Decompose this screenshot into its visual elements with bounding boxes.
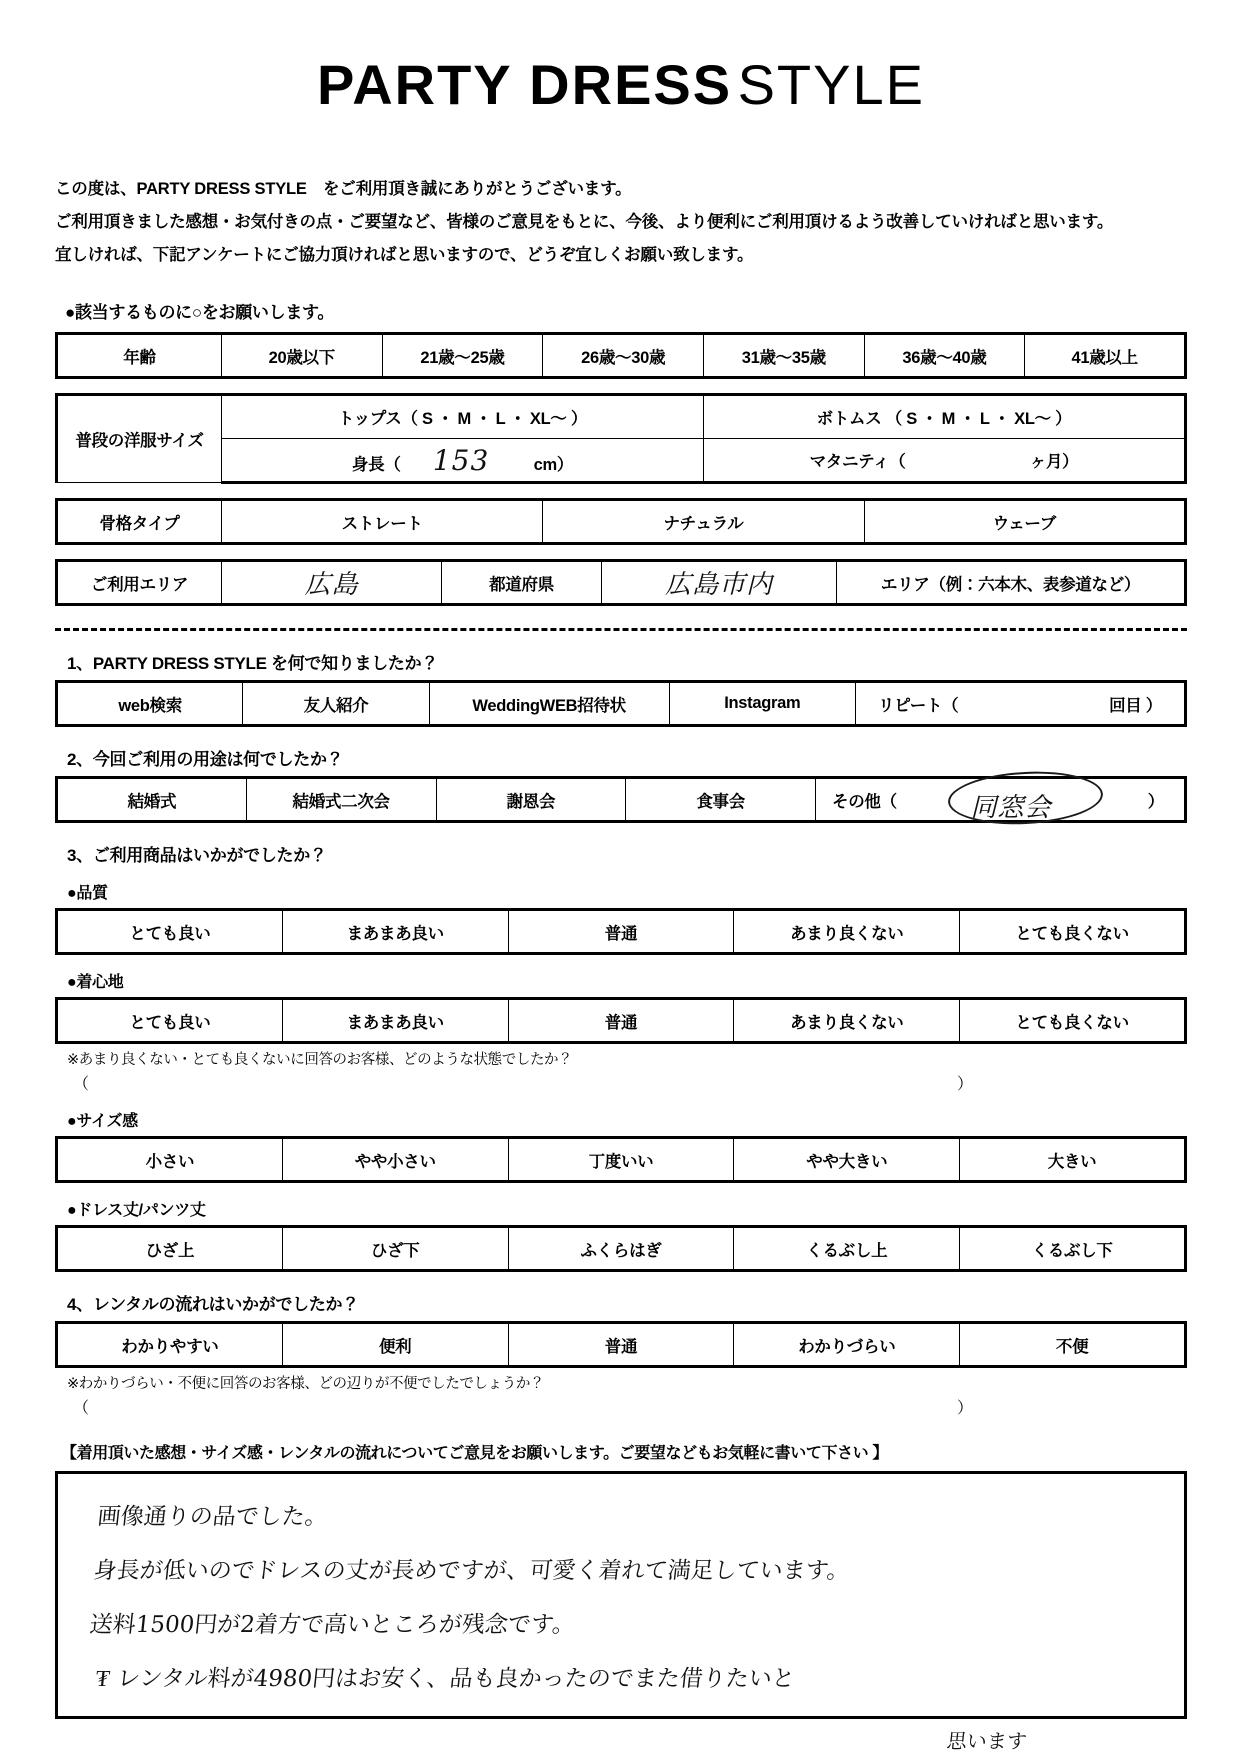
skeleton-option-0[interactable]: ストレート: [222, 500, 543, 544]
q3-size-option-0[interactable]: 小さい: [57, 1138, 283, 1182]
q4-option-2[interactable]: 普通: [508, 1323, 734, 1367]
q3-title: 3、ご利用商品はいかがでしたか？: [67, 846, 327, 865]
q4-free-open: （: [73, 1400, 90, 1417]
q3-comfort-label: ●着心地: [67, 974, 124, 991]
q4-option-1[interactable]: 便利: [282, 1323, 508, 1367]
q3-quality-option-1[interactable]: まあまあ良い: [282, 910, 508, 954]
q3-comfort-option-3[interactable]: あまり良くない: [734, 999, 960, 1043]
q3-length-option-0[interactable]: ひざ上: [57, 1227, 283, 1271]
age-option-3[interactable]: 31歳〜35歳: [703, 334, 864, 378]
maternity-unit: ヶ月）: [1029, 453, 1079, 471]
q2-other-value: 同窓会: [970, 793, 1052, 823]
q3-comfort-option-2[interactable]: 普通: [508, 999, 734, 1043]
q3-size-option-1[interactable]: やや小さい: [282, 1138, 508, 1182]
q4-free-line[interactable]: [73, 1395, 973, 1418]
q3-length-label: ●ドレス丈/パンツ丈: [67, 1202, 206, 1219]
age-row-label: 年齢: [57, 334, 222, 378]
area-label: ご利用エリア: [57, 561, 222, 605]
q3-comfort-table: [55, 997, 1187, 1044]
height-value: 153: [432, 443, 490, 477]
age-option-5[interactable]: 41歳以上: [1025, 334, 1186, 378]
free-comment-line-3: ₮ レンタル料が4980円はお安く、品も良かったのでまた借りたいと: [94, 1666, 797, 1692]
area-table: [55, 559, 1187, 606]
q3-quality-table: [55, 908, 1187, 955]
q3-comfort-free-open: （: [73, 1076, 90, 1093]
q3-quality-option-3[interactable]: あまり良くない: [734, 910, 960, 954]
free-comment-title: 【着用頂いた感想・サイズ感・レンタルの流れについてご意見をお願いします。ご要望などもお気軽に書いて下さい 】: [61, 1445, 888, 1462]
q3-size-table: [55, 1136, 1187, 1183]
clothing-size-label: 普段の洋服サイズ: [57, 395, 222, 483]
q1-title: 1、PARTY DRESS STYLE を何で知りましたか？: [67, 654, 439, 673]
q3-length-option-2[interactable]: ふくらはぎ: [508, 1227, 734, 1271]
area-city-value-cell[interactable]: [602, 561, 837, 605]
q3-size-option-4[interactable]: 大きい: [960, 1138, 1186, 1182]
bottoms-size-cell[interactable]: ボトムス （ S ・ M ・ L ・ XL〜 ）: [703, 395, 1185, 439]
age-option-0[interactable]: 20歳以下: [222, 334, 383, 378]
skeleton-option-1[interactable]: ナチュラル: [543, 500, 864, 544]
q1-option-1[interactable]: 友人紹介: [243, 682, 429, 726]
area-pref-value-cell[interactable]: [222, 561, 442, 605]
page-title: [55, 0, 1187, 125]
q1-option-3[interactable]: Instagram: [669, 682, 855, 726]
q2-option-2[interactable]: 謝恩会: [436, 778, 626, 822]
q3-quality-option-4[interactable]: とても良くない: [960, 910, 1186, 954]
area-city-caption: エリア（例：六本木、表参道など）: [837, 561, 1186, 605]
q4-note: ※わかりづらい・不便に回答のお客様、どの辺りが不便でしたでしょうか？: [67, 1376, 545, 1392]
q2-other-prefix: その他（: [832, 792, 897, 811]
q1-table: [55, 680, 1187, 727]
area-pref-value: 広島: [304, 570, 359, 600]
intro-line-3: 宜しければ、下記アンケートにご協力頂ければと思いますので、どうぞ宜しくお願い致します。: [55, 246, 754, 264]
q4-table: [55, 1321, 1187, 1368]
free-comment-line-2: 送料1500円が2着方で高いところが残念です。: [88, 1612, 577, 1638]
q3-comfort-option-0[interactable]: とても良い: [57, 999, 283, 1043]
q1-repeat-cell[interactable]: [856, 682, 1186, 726]
q3-length-option-4[interactable]: くるぶし下: [960, 1227, 1186, 1271]
q2-option-3[interactable]: 食事会: [626, 778, 816, 822]
q3-quality-option-0[interactable]: とても良い: [57, 910, 283, 954]
q4-option-0[interactable]: わかりやすい: [57, 1323, 283, 1367]
q3-comfort-free-close: ）: [956, 1076, 973, 1093]
q3-size-label: ●サイズ感: [67, 1113, 138, 1130]
free-comment-box[interactable]: [55, 1471, 1187, 1719]
brand-bold: PARTY DRESS: [317, 53, 733, 116]
free-comment-line-1: 身長が低いのでドレスの丈が長めですが、可愛く着れて満足しています。: [92, 1558, 852, 1584]
q4-free-close: ）: [956, 1400, 973, 1417]
intro-line-2: ご利用頂きました感想・お気付きの点・ご要望など、皆様のご意見をもとに、今後、より便利にご利用頂けるよう改善していければと思います。: [55, 213, 1114, 231]
brand-light: STYLE: [737, 53, 925, 116]
intro-line-1: この度は、PARTY DRESS STYLE をご利用頂き誠にありがとうございます。: [55, 180, 632, 198]
dashed-divider: [55, 628, 1187, 631]
free-comment-tail: 思います: [945, 1729, 1029, 1753]
age-table: [55, 332, 1187, 379]
maternity-prefix: マタニティ（: [809, 453, 906, 471]
q4-option-3[interactable]: わかりづらい: [734, 1323, 960, 1367]
q3-comfort-free-line[interactable]: [73, 1071, 973, 1094]
q1-option-2[interactable]: WeddingWEB招待状: [429, 682, 669, 726]
height-prefix: 身長（: [351, 455, 401, 474]
maternity-cell[interactable]: [703, 439, 1185, 483]
free-comment-line-0: 画像通りの品でした。: [96, 1504, 330, 1530]
q4-option-4[interactable]: 不便: [960, 1323, 1186, 1367]
intro-paragraph: [55, 173, 1187, 272]
tops-size-cell[interactable]: トップス（ S ・ M ・ L ・ XL〜 ）: [222, 395, 704, 439]
age-option-1[interactable]: 21歳〜25歳: [382, 334, 543, 378]
q2-option-0[interactable]: 結婚式: [57, 778, 247, 822]
q2-title: 2、今回ご利用の用途は何でしたか？: [67, 750, 344, 769]
age-option-2[interactable]: 26歳〜30歳: [543, 334, 704, 378]
q2-other-cell[interactable]: [816, 778, 1186, 822]
q3-size-option-3[interactable]: やや大きい: [734, 1138, 960, 1182]
q1-repeat-prefix: リピート（: [878, 696, 959, 715]
q3-quality-label: ●品質: [67, 885, 108, 902]
q3-comfort-option-4[interactable]: とても良くない: [960, 999, 1186, 1043]
q2-option-1[interactable]: 結婚式二次会: [246, 778, 436, 822]
q3-length-option-1[interactable]: ひざ下: [282, 1227, 508, 1271]
q3-length-option-3[interactable]: くるぶし上: [734, 1227, 960, 1271]
q3-comfort-option-1[interactable]: まあまあ良い: [282, 999, 508, 1043]
skeleton-option-2[interactable]: ウェーブ: [864, 500, 1185, 544]
age-option-4[interactable]: 36歳〜40歳: [864, 334, 1025, 378]
skeleton-type-table: [55, 498, 1187, 545]
area-city-value: 広島市内: [664, 570, 773, 600]
q2-other-suffix: ）: [1147, 792, 1164, 811]
skeleton-label: 骨格タイプ: [57, 500, 222, 544]
q3-comfort-note: ※あまり良くない・とても良くないに回答のお客様、どのような状態でしたか？: [67, 1052, 573, 1068]
height-cell[interactable]: [222, 439, 704, 483]
q1-repeat-suffix: 回目 ）: [1109, 696, 1162, 715]
q4-title: 4、レンタルの流れはいかがでしたか？: [67, 1295, 359, 1314]
area-pref-caption: 都道府県: [442, 561, 602, 605]
q3-size-option-2[interactable]: 丁度いい: [508, 1138, 734, 1182]
q3-quality-option-2[interactable]: 普通: [508, 910, 734, 954]
q1-option-0[interactable]: web検索: [57, 682, 243, 726]
q3-length-table: [55, 1225, 1187, 1272]
clothing-size-table: [55, 393, 1187, 484]
instruction-text: ●該当するものに○をお願いします。: [65, 303, 335, 322]
q2-table: [55, 776, 1187, 823]
height-unit: cm）: [533, 455, 574, 474]
